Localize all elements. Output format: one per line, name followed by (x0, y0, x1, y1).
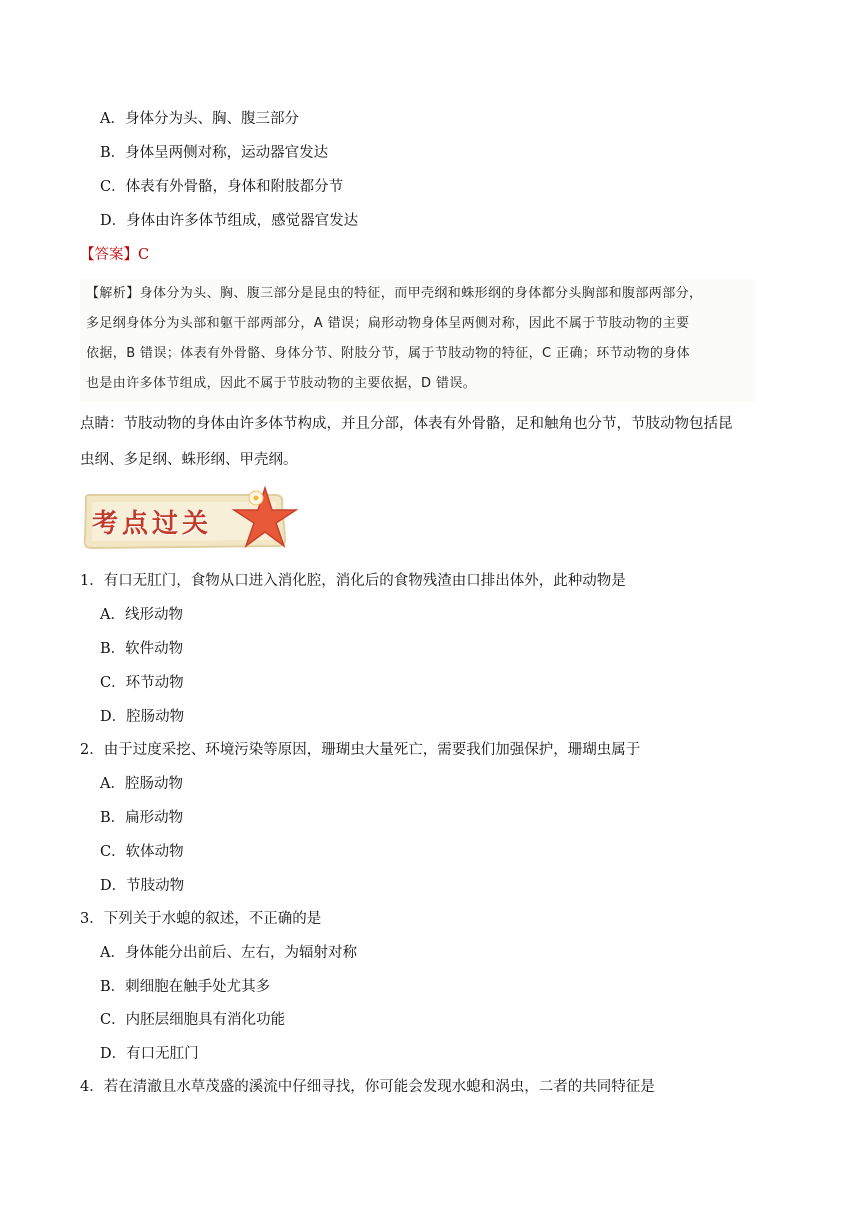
analysis-line: 多足纲身体分为头部和躯干部两部分，A 错误；扁形动物身体呈两侧对称，因此不属于节肢动物的主要 (86, 316, 690, 331)
analysis-line: 也是由许多体节组成，因此不属于节肢动物的主要依据，D 错误。 (86, 376, 477, 391)
question-1-option-d: D．腔肠动物 (100, 709, 185, 725)
option-b: B．身体呈两侧对称，运动器官发达 (100, 145, 329, 161)
question-1-option-c: C．环节动物 (100, 675, 184, 691)
question-2-option-a: A．腔肠动物 (100, 776, 183, 792)
question-1-stem: 1．有口无肛门，食物从口进入消化腔，消化后的食物残渣由口排出体外，此种动物是 (80, 573, 626, 589)
question-2-option-c: C．软体动物 (100, 844, 184, 860)
question-1-option-a: A．线形动物 (100, 607, 183, 623)
question-3-stem: 3．下列关于水螅的叙述，不正确的是 (80, 911, 322, 927)
section-banner (80, 490, 298, 552)
question-1-option-b: B．软件动物 (100, 641, 184, 657)
question-3-option-d: D．有口无肛门 (100, 1046, 199, 1062)
question-3-option-a: A．身体能分出前后、左右，为辐射对称 (100, 945, 357, 961)
banner-title: 考点过关 (92, 509, 213, 539)
question-2-option-d: D．节肢动物 (100, 878, 185, 894)
option-a: A．身体分为头、胸、腹三部分 (100, 111, 299, 127)
question-2-option-b: B．扁形动物 (100, 810, 184, 826)
question-4-stem: 4．若在清澈且水草茂盛的溪流中仔细寻找，你可能会发现水螅和涡虫，二者的共同特征是 (80, 1079, 655, 1095)
question-3-option-c: C．内胚层细胞具有消化功能 (100, 1012, 286, 1028)
dianjing-line-1: 点睛：节肢动物的身体由许多体节构成，并且分部，体表有外骨骼，足和触角也分节，节肢动物包括昆 (80, 416, 733, 432)
option-c: C．体表有外骨骼，身体和附肢都分节 (100, 179, 344, 195)
starfish-icon (230, 484, 300, 550)
question-3-option-b: B．刺细胞在触手处尤其多 (100, 979, 271, 995)
analysis-block (80, 279, 755, 402)
question-2-stem: 2．由于过度采挖、环境污染等原因，珊瑚虫大量死亡，需要我们加强保护，珊瑚虫属于 (80, 742, 641, 758)
dianjing-line-2: 虫纲、多足纲、蛛形纲、甲壳纲。 (80, 452, 298, 468)
option-d: D．身体由许多体节组成，感觉器官发达 (100, 213, 359, 229)
answer-label: 【答案】 (80, 247, 138, 263)
analysis-line: 依据，B 错误；体表有外骨骼、身体分节、附肢分节，属于节肢动物的特征，C 正确；环节动物的身体 (86, 346, 691, 361)
answer-value: C (138, 247, 150, 263)
analysis-line: 【解析】身体分为头、胸、腹三部分是昆虫的特征，而甲壳纲和蛛形纲的身体都分头胸部和腹部两部分， (86, 286, 703, 301)
answer-line (80, 245, 149, 265)
